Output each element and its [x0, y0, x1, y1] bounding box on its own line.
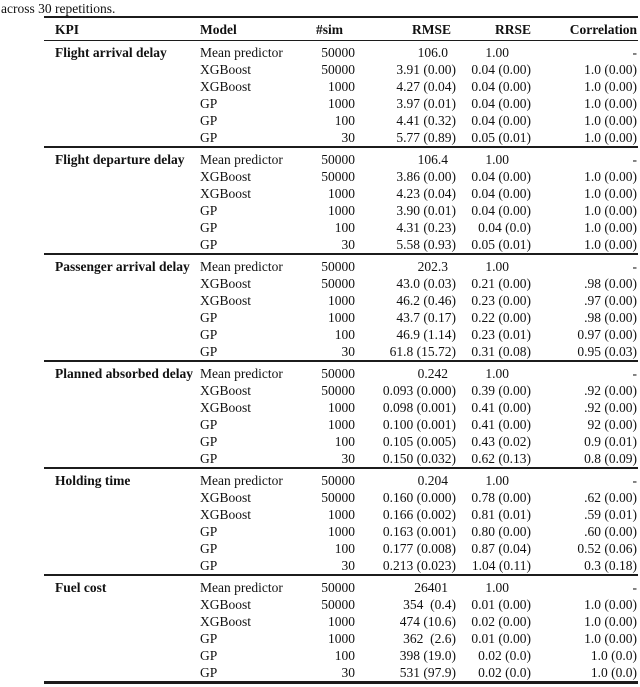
- table-row: [44, 343, 638, 361]
- rmse-cell: 398 (19.0): [399, 648, 456, 663]
- table-row: [44, 489, 638, 506]
- model-cell: GP: [200, 631, 218, 646]
- kpi-cell: [44, 433, 196, 450]
- rmse-cell: 43.7 (0.17): [396, 310, 456, 325]
- model-cell: XGBoost: [200, 597, 252, 612]
- table-row: [44, 112, 638, 129]
- model-cell: GP: [200, 220, 218, 235]
- table-row: [44, 147, 638, 168]
- kpi-cell: [44, 664, 196, 683]
- table-row: [44, 219, 638, 236]
- kpi-cell: [44, 275, 196, 292]
- sim-cell: 1000: [328, 614, 355, 629]
- rrse-cell: 0.04 (0.00): [471, 79, 531, 94]
- kpi-cell: [44, 647, 196, 664]
- model-cell: GP: [200, 434, 218, 449]
- correlation-cell: -: [632, 366, 637, 381]
- correlation-cell: -: [632, 473, 637, 488]
- kpi-cell: [44, 630, 196, 647]
- table-row: [44, 450, 638, 468]
- rrse-cell: 0.78 (0.00): [471, 490, 531, 505]
- rmse-cell: 0.100 (0.001): [382, 417, 456, 432]
- sim-cell: 30: [341, 344, 355, 359]
- rrse-cell: 0.23 (0.01): [471, 327, 531, 342]
- kpi-cell: [44, 61, 196, 78]
- kpi-cell: [44, 112, 196, 129]
- table-row: [44, 275, 638, 292]
- table-row: [44, 506, 638, 523]
- correlation-cell: 1.0 (0.00): [584, 62, 637, 77]
- sim-cell: 100: [334, 327, 355, 342]
- sim-cell: 30: [341, 558, 355, 573]
- kpi-cell: [44, 557, 196, 575]
- rrse-cell: 0.01 (0.00): [471, 631, 531, 646]
- rmse-cell: 5.77 (0.89): [396, 130, 456, 145]
- kpi-cell: [44, 382, 196, 399]
- table-row: [44, 630, 638, 647]
- rmse-cell: 61.8 (15.72): [389, 344, 456, 359]
- sim-cell: 1000: [328, 400, 355, 415]
- correlation-cell: 1.0 (0.00): [584, 237, 637, 252]
- table-row: [44, 185, 638, 202]
- sim-cell: 1000: [328, 79, 355, 94]
- col-header-rmse: RMSE: [411, 22, 451, 37]
- header-row: [44, 17, 638, 41]
- rrse-cell: 0.02 (0.0): [478, 648, 531, 663]
- kpi-cell: [44, 343, 196, 361]
- table-row: [44, 557, 638, 575]
- model-cell: GP: [200, 113, 218, 128]
- kpi-cell: [44, 292, 196, 309]
- rrse-cell: 1.00: [485, 45, 509, 60]
- rmse-cell: 3.91 (0.00): [396, 62, 456, 77]
- table-row: [44, 292, 638, 309]
- correlation-cell: .62 (0.00): [584, 490, 637, 505]
- table-row: [44, 399, 638, 416]
- correlation-cell: 1.0 (0.00): [584, 203, 637, 218]
- correlation-cell: -: [632, 259, 637, 274]
- sim-cell: 50000: [321, 62, 355, 77]
- kpi-section: [44, 147, 638, 254]
- rmse-cell: 4.41 (0.32): [396, 113, 456, 128]
- table-row: [44, 202, 638, 219]
- correlation-cell: 1.0 (0.00): [584, 631, 637, 646]
- kpi-cell: [44, 523, 196, 540]
- rrse-cell: 0.02 (0.0): [478, 665, 531, 680]
- kpi-cell: Fuel cost: [55, 580, 107, 595]
- rrse-cell: 0.41 (0.00): [471, 417, 531, 432]
- rmse-cell: 0.242: [417, 366, 448, 381]
- correlation-cell: 92 (0.00): [587, 417, 637, 432]
- model-cell: XGBoost: [200, 186, 252, 201]
- rmse-cell: 46.2 (0.46): [396, 293, 456, 308]
- table-row: [44, 95, 638, 112]
- sim-cell: 50000: [321, 473, 355, 488]
- kpi-cell: Flight departure delay: [55, 152, 185, 167]
- sim-cell: 100: [334, 648, 355, 663]
- table-row: [44, 309, 638, 326]
- sim-cell: 30: [341, 130, 355, 145]
- rmse-cell: 354 (0.4): [403, 597, 456, 612]
- correlation-cell: 1.0 (0.00): [584, 113, 637, 128]
- table-row: [44, 236, 638, 254]
- rmse-cell: 106.4: [417, 152, 448, 167]
- kpi-cell: [44, 596, 196, 613]
- model-cell: XGBoost: [200, 79, 252, 94]
- kpi-cell: [44, 236, 196, 254]
- rmse-cell: 0.098 (0.001): [382, 400, 456, 415]
- sim-cell: 50000: [321, 152, 355, 167]
- sim-cell: 50000: [321, 366, 355, 381]
- table-row: [44, 361, 638, 382]
- sim-cell: 1000: [328, 96, 355, 111]
- correlation-cell: 1.0 (0.00): [584, 597, 637, 612]
- table-row: [44, 78, 638, 95]
- sim-cell: 1000: [328, 186, 355, 201]
- rmse-cell: 5.58 (0.93): [396, 237, 456, 252]
- sim-cell: 100: [334, 434, 355, 449]
- correlation-cell: 1.0 (0.00): [584, 79, 637, 94]
- rmse-cell: 106.0: [417, 45, 448, 60]
- correlation-cell: 1.0 (0.00): [584, 169, 637, 184]
- model-cell: GP: [200, 665, 218, 680]
- table-row: [44, 416, 638, 433]
- sim-cell: 1000: [328, 310, 355, 325]
- model-cell: GP: [200, 541, 218, 556]
- rrse-cell: 0.41 (0.00): [471, 400, 531, 415]
- model-cell: GP: [200, 558, 218, 573]
- rmse-cell: 0.160 (0.000): [382, 490, 456, 505]
- sim-cell: 1000: [328, 524, 355, 539]
- table-row: [44, 523, 638, 540]
- sim-cell: 1000: [328, 203, 355, 218]
- model-cell: GP: [200, 203, 218, 218]
- model-cell: GP: [200, 451, 218, 466]
- rrse-cell: 0.22 (0.00): [471, 310, 531, 325]
- model-cell: Mean predictor: [200, 473, 283, 488]
- kpi-cell: [44, 202, 196, 219]
- sim-cell: 50000: [321, 490, 355, 505]
- correlation-cell: .98 (0.00): [584, 310, 637, 325]
- sim-cell: 1000: [328, 507, 355, 522]
- table-header: [44, 17, 638, 41]
- rrse-cell: 0.04 (0.0): [478, 220, 531, 235]
- rrse-cell: 0.39 (0.00): [471, 383, 531, 398]
- rrse-cell: 0.43 (0.02): [471, 434, 531, 449]
- model-cell: Mean predictor: [200, 259, 283, 274]
- col-header-correlation: Correlation: [569, 22, 637, 37]
- rrse-cell: 1.04 (0.11): [471, 558, 531, 573]
- sim-cell: 30: [341, 665, 355, 680]
- kpi-section: [44, 41, 638, 148]
- correlation-cell: 1.0 (0.00): [584, 220, 637, 235]
- kpi-section: [44, 468, 638, 575]
- kpi-cell: Flight arrival delay: [55, 45, 167, 60]
- correlation-cell: 1.0 (0.00): [584, 614, 637, 629]
- rrse-cell: 0.62 (0.13): [471, 451, 531, 466]
- kpi-cell: [44, 613, 196, 630]
- kpi-cell: [44, 399, 196, 416]
- rrse-cell: 0.04 (0.00): [471, 96, 531, 111]
- correlation-cell: 0.52 (0.06): [577, 541, 637, 556]
- col-header-model: Model: [200, 22, 237, 37]
- sim-cell: 30: [341, 237, 355, 252]
- kpi-cell: [44, 95, 196, 112]
- model-cell: GP: [200, 96, 218, 111]
- correlation-cell: .59 (0.01): [584, 507, 637, 522]
- sim-cell: 50000: [321, 597, 355, 612]
- rmse-cell: 0.204: [417, 473, 448, 488]
- rmse-cell: 202.3: [417, 259, 448, 274]
- kpi-cell: [44, 78, 196, 95]
- correlation-cell: -: [632, 580, 637, 595]
- correlation-cell: 0.97 (0.00): [577, 327, 637, 342]
- rmse-cell: 43.0 (0.03): [396, 276, 456, 291]
- correlation-cell: .98 (0.00): [584, 276, 637, 291]
- sim-cell: 1000: [328, 293, 355, 308]
- correlation-cell: 1.0 (0.00): [584, 130, 637, 145]
- sim-cell: 50000: [321, 276, 355, 291]
- table-row: [44, 575, 638, 596]
- kpi-cell: [44, 326, 196, 343]
- col-header-kpi: KPI: [55, 22, 80, 37]
- correlation-cell: -: [632, 45, 637, 60]
- correlation-cell: 1.0 (0.00): [584, 96, 637, 111]
- model-cell: Mean predictor: [200, 580, 283, 595]
- kpi-cell: [44, 219, 196, 236]
- rmse-cell: 4.27 (0.04): [396, 79, 456, 94]
- results-table: [44, 16, 638, 684]
- correlation-cell: .97 (0.00): [584, 293, 637, 308]
- rrse-cell: 0.04 (0.00): [471, 203, 531, 218]
- table-row: [44, 647, 638, 664]
- rmse-cell: 0.213 (0.023): [382, 558, 456, 573]
- sim-cell: 100: [334, 541, 355, 556]
- col-header-rrse: RRSE: [494, 22, 531, 37]
- rmse-cell: 0.150 (0.032): [382, 451, 456, 466]
- table-row: [44, 433, 638, 450]
- correlation-cell: 0.9 (0.01): [584, 434, 637, 449]
- kpi-cell: [44, 416, 196, 433]
- rmse-cell: 0.093 (0.000): [382, 383, 456, 398]
- sim-cell: 100: [334, 220, 355, 235]
- kpi-section: [44, 575, 638, 683]
- rmse-cell: 3.97 (0.01): [396, 96, 456, 111]
- model-cell: XGBoost: [200, 614, 252, 629]
- kpi-cell: [44, 129, 196, 147]
- model-cell: Mean predictor: [200, 152, 283, 167]
- kpi-cell: [44, 168, 196, 185]
- correlation-cell: 0.8 (0.09): [584, 451, 637, 466]
- rmse-cell: 474 (10.6): [399, 614, 456, 629]
- sim-cell: 50000: [321, 169, 355, 184]
- rrse-cell: 0.04 (0.00): [471, 62, 531, 77]
- table-row: [44, 468, 638, 489]
- rrse-cell: 0.81 (0.01): [471, 507, 531, 522]
- rrse-cell: 1.00: [485, 366, 509, 381]
- kpi-cell: [44, 489, 196, 506]
- sim-cell: 1000: [328, 631, 355, 646]
- rmse-cell: 3.90 (0.01): [396, 203, 456, 218]
- table-row: [44, 168, 638, 185]
- correlation-cell: .60 (0.00): [584, 524, 637, 539]
- model-cell: XGBoost: [200, 490, 252, 505]
- correlation-cell: -: [632, 152, 637, 167]
- sim-cell: 30: [341, 451, 355, 466]
- sim-cell: 50000: [321, 383, 355, 398]
- sim-cell: 50000: [321, 259, 355, 274]
- col-header-sim: #sim: [316, 22, 343, 37]
- rrse-cell: 0.31 (0.08): [471, 344, 531, 359]
- rrse-cell: 0.87 (0.04): [471, 541, 531, 556]
- correlation-cell: 1.0 (0.0): [590, 648, 637, 663]
- kpi-cell: [44, 450, 196, 468]
- rrse-cell: 1.00: [485, 152, 509, 167]
- kpi-section: [44, 361, 638, 468]
- correlation-cell: 1.0 (0.00): [584, 186, 637, 201]
- model-cell: Mean predictor: [200, 45, 283, 60]
- rrse-cell: 0.05 (0.01): [471, 130, 531, 145]
- sim-cell: 100: [334, 113, 355, 128]
- correlation-cell: .92 (0.00): [584, 383, 637, 398]
- correlation-cell: 0.3 (0.18): [584, 558, 637, 573]
- model-cell: Mean predictor: [200, 366, 283, 381]
- model-cell: GP: [200, 130, 218, 145]
- rmse-cell: 46.9 (1.14): [396, 327, 456, 342]
- model-cell: GP: [200, 344, 218, 359]
- rmse-cell: 0.177 (0.008): [382, 541, 456, 556]
- rmse-cell: 4.23 (0.04): [396, 186, 456, 201]
- model-cell: XGBoost: [200, 169, 252, 184]
- model-cell: XGBoost: [200, 276, 252, 291]
- model-cell: GP: [200, 310, 218, 325]
- model-cell: GP: [200, 524, 218, 539]
- rmse-cell: 0.163 (0.001): [382, 524, 456, 539]
- sim-cell: 1000: [328, 417, 355, 432]
- rrse-cell: 0.01 (0.00): [471, 597, 531, 612]
- table-row: [44, 254, 638, 275]
- rrse-cell: 0.23 (0.00): [471, 293, 531, 308]
- correlation-cell: .92 (0.00): [584, 400, 637, 415]
- rrse-cell: 0.21 (0.00): [471, 276, 531, 291]
- rrse-cell: 0.05 (0.01): [471, 237, 531, 252]
- kpi-cell: [44, 185, 196, 202]
- table-row: [44, 382, 638, 399]
- model-cell: GP: [200, 417, 218, 432]
- table-row: [44, 41, 638, 62]
- rmse-cell: 3.86 (0.00): [396, 169, 456, 184]
- model-cell: GP: [200, 648, 218, 663]
- rrse-cell: 0.04 (0.00): [471, 169, 531, 184]
- kpi-cell: Planned absorbed delay: [55, 366, 194, 381]
- model-cell: GP: [200, 327, 218, 342]
- rrse-cell: 0.04 (0.00): [471, 113, 531, 128]
- rrse-cell: 0.80 (0.00): [471, 524, 531, 539]
- kpi-cell: [44, 309, 196, 326]
- model-cell: GP: [200, 237, 218, 252]
- rmse-cell: 26401: [414, 580, 448, 595]
- sim-cell: 50000: [321, 580, 355, 595]
- rrse-cell: 0.04 (0.00): [471, 186, 531, 201]
- model-cell: XGBoost: [200, 383, 252, 398]
- rrse-cell: 1.00: [485, 580, 509, 595]
- model-cell: XGBoost: [200, 400, 252, 415]
- table-row: [44, 129, 638, 147]
- sim-cell: 50000: [321, 45, 355, 60]
- table-row: [44, 326, 638, 343]
- model-cell: XGBoost: [200, 507, 252, 522]
- rmse-cell: 531 (97.9): [399, 665, 456, 680]
- kpi-cell: [44, 540, 196, 557]
- rmse-cell: 362 (2.6): [403, 631, 456, 646]
- table-row: [44, 540, 638, 557]
- rrse-cell: 0.02 (0.00): [471, 614, 531, 629]
- table-caption-fragment: across 30 repetitions.: [1, 1, 116, 16]
- table-row: [44, 664, 638, 683]
- correlation-cell: 0.95 (0.03): [577, 344, 637, 359]
- kpi-cell: Passenger arrival delay: [55, 259, 190, 274]
- rrse-cell: 1.00: [485, 259, 509, 274]
- table-row: [44, 596, 638, 613]
- correlation-cell: 1.0 (0.0): [590, 665, 637, 680]
- kpi-section: [44, 254, 638, 361]
- kpi-cell: Holding time: [55, 473, 131, 488]
- kpi-cell: [44, 506, 196, 523]
- rmse-cell: 0.166 (0.002): [382, 507, 456, 522]
- table-row: [44, 613, 638, 630]
- rmse-cell: 0.105 (0.005): [382, 434, 456, 449]
- model-cell: XGBoost: [200, 62, 252, 77]
- table-row: [44, 61, 638, 78]
- model-cell: XGBoost: [200, 293, 252, 308]
- rmse-cell: 4.31 (0.23): [396, 220, 456, 235]
- rrse-cell: 1.00: [485, 473, 509, 488]
